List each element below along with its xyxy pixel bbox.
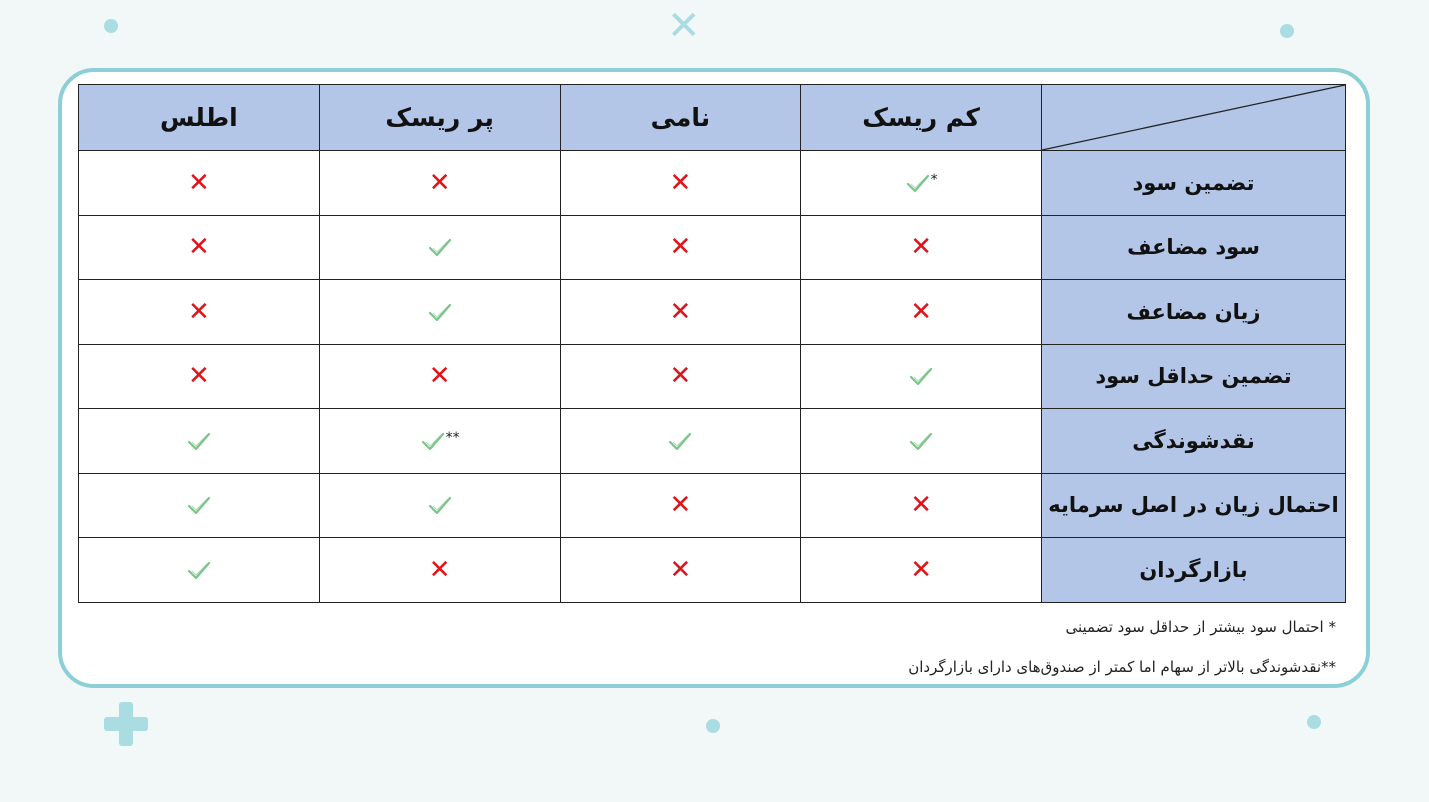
row-label: بازارگردان — [1042, 538, 1346, 603]
table-cell — [79, 473, 320, 538]
row-label: زیان مضاعف — [1042, 280, 1346, 345]
table-cell — [801, 280, 1042, 345]
asterisk-mark: ** — [445, 429, 460, 446]
table-row — [79, 280, 1346, 345]
cross-icon: ✕ — [910, 296, 933, 327]
decor-dot — [706, 719, 720, 733]
table-cell — [319, 344, 560, 409]
cross-icon: ✕ — [669, 554, 692, 585]
table-row — [79, 151, 1346, 216]
table-cell — [560, 538, 801, 603]
cross-icon: ✕ — [187, 361, 210, 392]
decor-dot — [1307, 715, 1321, 729]
cross-icon: ✕ — [910, 490, 933, 521]
cross-icon: ✕ — [669, 361, 692, 392]
table-cell — [560, 344, 801, 409]
check-icon — [186, 559, 212, 581]
table-row — [79, 344, 1346, 409]
check-icon — [905, 172, 931, 194]
check-icon — [427, 301, 453, 323]
table-cell — [560, 409, 801, 474]
column-header-atlas: اطلس — [79, 85, 320, 151]
cross-icon: ✕ — [187, 232, 210, 263]
table-cell — [801, 473, 1042, 538]
check-icon — [186, 430, 212, 452]
column-header-high-risk: پر ریسک — [319, 85, 560, 151]
cross-icon: ✕ — [187, 296, 210, 327]
check-icon — [908, 365, 934, 387]
check-icon — [420, 430, 446, 452]
decor-dot — [1280, 24, 1294, 38]
table-row — [79, 473, 1346, 538]
column-header-low-risk: کم ریسک — [801, 85, 1042, 151]
row-label: سود مضاعف — [1042, 215, 1346, 280]
table-cell — [801, 215, 1042, 280]
cross-icon: ✕ — [910, 554, 933, 585]
check-icon — [427, 494, 453, 516]
cross-icon: ✕ — [669, 296, 692, 327]
check-icon — [427, 236, 453, 258]
table-header-row — [79, 85, 1346, 151]
table-cell — [801, 344, 1042, 409]
table-cell — [319, 280, 560, 345]
corner-cell — [1042, 85, 1346, 151]
row-label: تضمین سود — [1042, 151, 1346, 216]
table-cell — [79, 280, 320, 345]
table-cell — [560, 215, 801, 280]
cross-icon: ✕ — [910, 232, 933, 263]
table-cell — [319, 215, 560, 280]
table-cell — [560, 151, 801, 216]
table-cell — [319, 151, 560, 216]
cross-icon: ✕ — [428, 361, 451, 392]
cross-icon: ✕ — [428, 554, 451, 585]
table-row — [79, 538, 1346, 603]
footnote-2: **نقدشوندگی بالاتر از سهام اما کمتر از صندوق‌های دارای بازارگردان — [908, 658, 1336, 676]
comparison-card — [58, 68, 1370, 688]
cross-icon: ✕ — [669, 490, 692, 521]
table-row — [79, 215, 1346, 280]
column-header-nami: نامی — [560, 85, 801, 151]
cross-icon: ✕ — [428, 167, 451, 198]
decor-cross-icon: ✕ — [667, 3, 701, 49]
table-cell — [79, 344, 320, 409]
table-cell — [319, 538, 560, 603]
table-cell — [801, 538, 1042, 603]
decor-dot — [104, 19, 118, 33]
row-label: تضمین حداقل سود — [1042, 344, 1346, 409]
table-cell — [560, 473, 801, 538]
table-cell — [319, 473, 560, 538]
footnote-1: * احتمال سود بیشتر از حداقل سود تضمینی — [1065, 618, 1336, 636]
decor-plus-icon — [104, 702, 148, 746]
cross-icon: ✕ — [669, 167, 692, 198]
table-cell — [319, 409, 560, 474]
cross-icon: ✕ — [669, 232, 692, 263]
check-icon — [908, 430, 934, 452]
table-cell — [801, 151, 1042, 216]
cross-icon: ✕ — [187, 167, 210, 198]
check-icon — [186, 494, 212, 516]
table-cell — [560, 280, 801, 345]
table-cell — [79, 151, 320, 216]
table-cell — [801, 409, 1042, 474]
table-cell — [79, 215, 320, 280]
table-cell — [79, 538, 320, 603]
table-cell — [79, 409, 320, 474]
asterisk-mark: * — [930, 171, 938, 188]
check-icon — [667, 430, 693, 452]
row-label: نقدشوندگی — [1042, 409, 1346, 474]
comparison-table — [78, 84, 1346, 603]
row-label: احتمال زیان در اصل سرمایه — [1042, 473, 1346, 538]
table-row — [79, 409, 1346, 474]
